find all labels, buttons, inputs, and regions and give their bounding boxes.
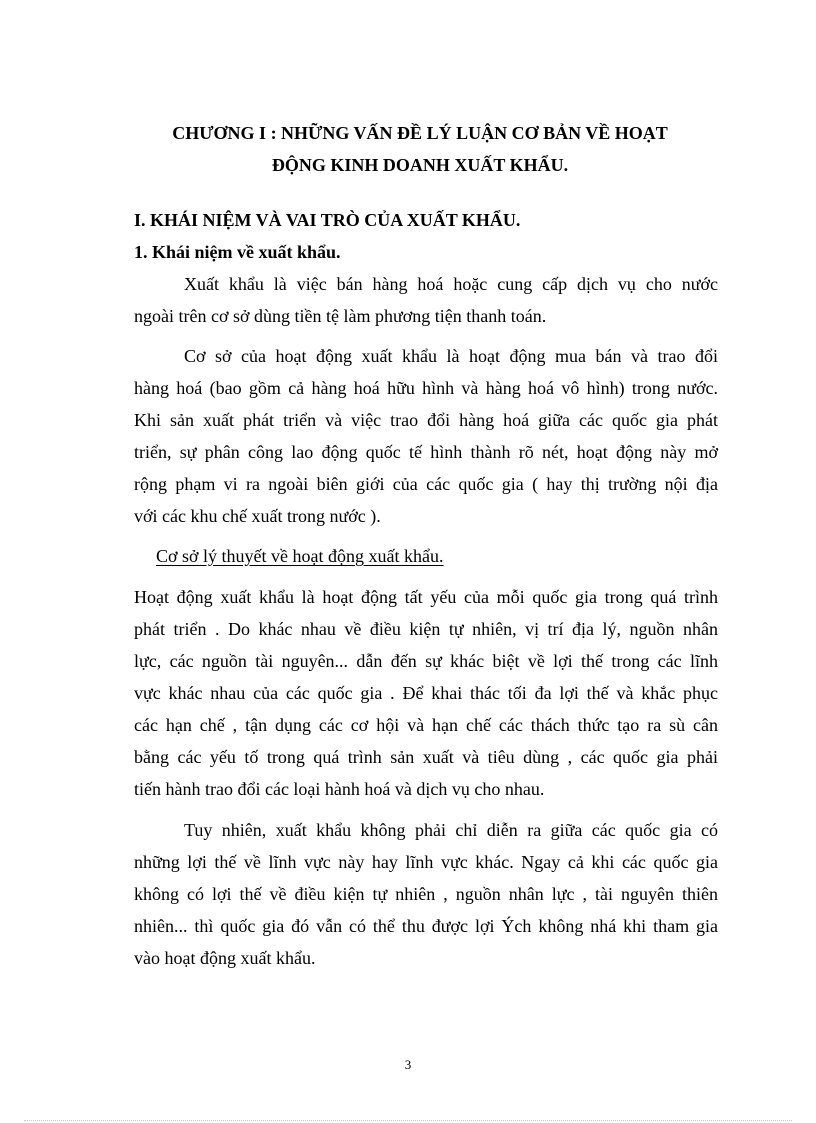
paragraph-3-line: bằng các yếu tố trong quá trình sản xuất và tiêu dùng , các quốc gia phải [134,747,718,767]
paragraph-2-line: rộng phạm vi ra ngoài biên giới của các quốc gia ( hay thị trường nội địa [134,474,718,494]
paragraph-1-line: Xuất khẩu là việc bán hàng hoá hoặc cung cấp dịch vụ cho nước [184,274,718,294]
subsection-heading: 1. Khái niệm về xuất khẩu. [134,242,341,262]
paragraph-2-line: triển, sự phân công lao động quốc tế hình thành rõ nét, hoạt động này mở [134,442,718,462]
paragraph-2-line: Cơ sở của hoạt động xuất khẩu là hoạt động mua bán và trao đổi [184,346,718,366]
paragraph-4-line: vào hoạt động xuất khẩu. [134,948,316,968]
paragraph-1-line: ngoài trên cơ sở dùng tiền tệ làm phương tiện thanh toán. [134,306,547,326]
paragraph-4-line: Tuy nhiên, xuất khẩu không phải chỉ diễn ra giữa các quốc gia có [184,820,718,840]
paragraph-4-line: nhiên... thì quốc gia đó vẫn có thể thu được lợi Ých không nhá khi tham gia [134,916,718,936]
paragraph-3-line: Hoạt động xuất khẩu là hoạt động tất yếu của mỗi quốc gia trong quá trình [134,587,718,607]
paragraph-4-line: những lợi thế về lĩnh vực này hay lĩnh vực khác. Ngay cả khi các quốc gia [134,852,718,872]
paragraph-2-line: Khi sản xuất phát triển và việc trao đổi hàng hoá giữa các quốc gia phát [134,410,718,430]
section-heading: I. KHÁI NIỆM VÀ VAI TRÒ CỦA XUẤT KHẨU. [134,210,521,230]
underlined-heading: Cơ sở lý thuyết về hoạt động xuất khẩu. [156,546,444,566]
paragraph-3-line: các hạn chế , tận dụng các cơ hội và hạn chế các thách thức tạo ra sù cân [134,715,718,735]
paragraph-3-line: tiến hành trao đổi các loại hành hoá và dịch vụ cho nhau. [134,779,545,799]
paragraph-2-line: với các khu chế xuất trong nước ). [134,506,381,526]
paragraph-2-line: hàng hoá (bao gồm cả hàng hoá hữu hình và hàng hoá vô hình) trong nước. [134,378,718,398]
paragraph-3-line: phát triển . Do khác nhau về điều kiện tự nhiên, vị trí địa lý, nguồn nhân [134,619,718,639]
chapter-title-line-2: ĐỘNG KINH DOANH XUẤT KHẨU. [271,155,569,175]
paragraph-3-line: lực, các nguồn tài nguyên... dẫn đến sự khác biệt về lợi thế trong các lĩnh [134,651,718,671]
page-bottom-rule [24,1120,792,1121]
chapter-title-line-1: CHƯƠNG I : NHỮNG VẤN ĐỀ LÝ LUẬN CƠ BẢN VỀ HOẠT [172,123,668,143]
page-number: 3 [404,1057,412,1072]
paragraph-4-line: không có lợi thế về điều kiện tự nhiên , nguồn nhân lực , tài nguyên thiên [134,884,718,904]
paragraph-3-line: vực khác nhau của các quốc gia . Để khai thác tối đa lợi thế và khắc phục [134,683,718,703]
